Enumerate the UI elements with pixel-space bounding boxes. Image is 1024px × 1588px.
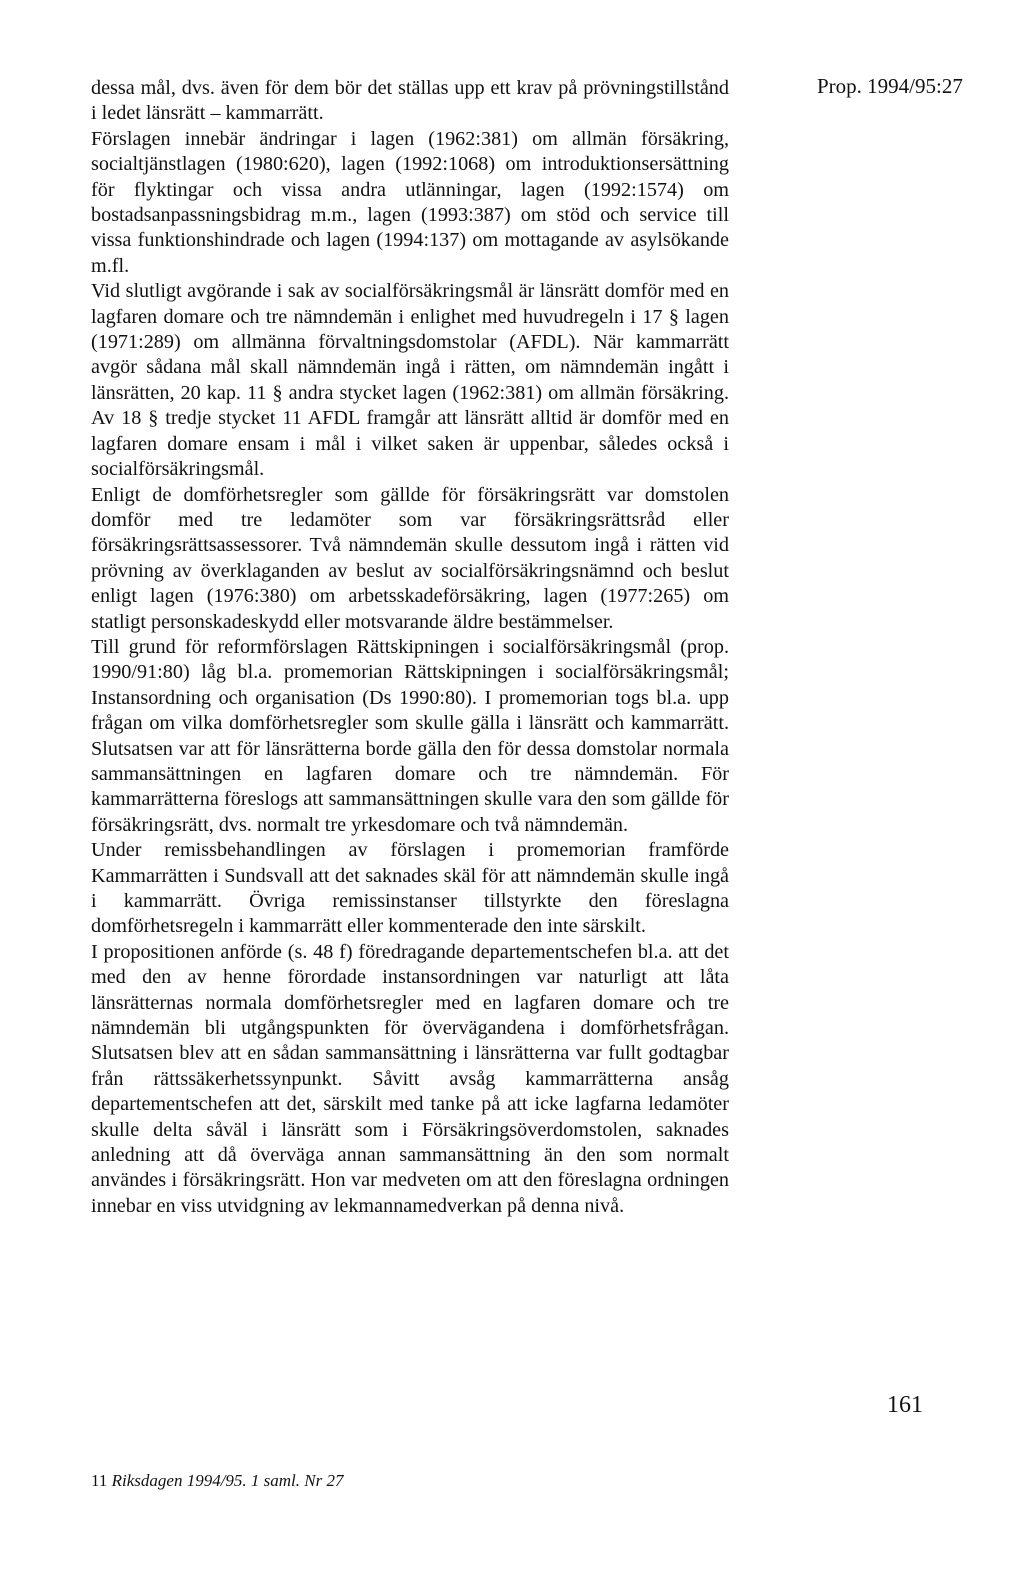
footer bbox=[91, 1471, 343, 1491]
paragraph: Till grund för reformförslagen Rättskipningen i socialförsäkringsmål (prop. 1990/91:80) låg bl.a. promemorian Rättskipningen i socialförsäkringsmål; Instansordning och organisation (Ds 1990:80). I promemorian togs bl.a. upp frågan om vilka domförhetsregler som skulle gälla i länsrätt och kammarrätt. Slutsatsen var att för länsrätterna borde gälla den för dessa domstolar normala sammansättningen en lagfaren domare och tre nämndemän. För kammarrätterna föreslogs att sammansättningen skulle vara den som gällde för försäkringsrätt, dvs. normalt tre yrkesdomare och två nämndemän. bbox=[91, 635, 729, 836]
paragraph: Enligt de domförhetsregler som gällde för försäkringsrätt var domstolen domför med tre ledamöter som var försäkringsrättsråd eller försäkringsrättsassessorer. Två nämndemän skulle dessutom ingå i rätten vid prövning av överklaganden av beslut av socialförsäkringsnämnd och beslut enligt lagen (1976:380) om arbetsskadeförsäkring, lagen (1977:265) om statligt personskadeskydd eller motsvarande äldre bestämmelser. bbox=[91, 483, 729, 633]
paragraph: Under remissbehandlingen av förslagen i promemorian framförde Kammarrätten i Sundsvall att det saknades skäl för att nämndemän skulle ingå i kammarrätt. Övriga remissinstanser tillstyrkte den föreslagna domförhetsregeln i kammarrätt eller kommenterade den inte särskilt. bbox=[91, 839, 729, 938]
paragraph: dessa mål, dvs. även för dem bör det ställas upp ett krav på prövningstillstånd i ledet länsrätt – kammarrätt. bbox=[91, 77, 729, 125]
body-text bbox=[91, 76, 729, 1219]
proposition-reference: Prop. 1994/95:27 bbox=[817, 74, 963, 98]
footer-publication: Riksdagen 1994/95. 1 saml. Nr 27 bbox=[111, 1471, 344, 1490]
paragraph: Vid slutligt avgörande i sak av socialförsäkringsmål är länsrätt domför med en lagfaren domare och tre nämndemän i enlighet med huvudregeln i 17 § lagen (1971:289) om allmänna förvaltningsdomstolar (AFDL). När kammarrätt avgör sådana mål skall nämndemän ingå i rätten, om nämndemän ingått i länsrätten, 20 kap. 11 § andra stycket lagen (1962:381) om allmän försäkring. Av 18 § tredje stycket 11 AFDL framgår att länsrätt alltid är domför med en lagfaren domare ensam i mål i vilket saken är uppenbar, således också i socialförsäkringsmål. bbox=[91, 280, 729, 481]
page-number: 161 bbox=[887, 1392, 923, 1418]
paragraph: I propositionen anförde (s. 48 f) föredragande departementschefen bl.a. att det med den av henne förordade instansordningen var naturligt att låta länsrätternas normala domförhetsregler med en lagfaren domare och tre nämndemän bli utgångspunkten för övervägandena i domförhetsfrågan. Slutsatsen blev att en sådan sammansättning i länsrätterna var fullt godtagbar från rättssäkerhetssynpunkt. Såvitt avsåg kammarrätterna ansåg departementschefen att det, särskilt med tanke på att icke lagfarna ledamöter skulle delta såväl i länsrätt som i Försäkringsöverdomstolen, saknades anledning att då överväga annan sammansättning än den som normalt användes i försäkringsrätt. Hon var medveten om att den föreslagna ordningen innebar en viss utvidgning av lekmannamedverkan på denna nivå. bbox=[91, 940, 729, 1217]
footer-sheet-number: 11 bbox=[91, 1471, 108, 1490]
paragraph: Förslagen innebär ändringar i lagen (1962:381) om allmän försäkring, socialtjänstlagen (1980:620), lagen (1992:1068) om introduktionsersättning för flyktingar och vissa andra utlänningar, lagen (1992:1574) om bostadsanpassningsbidrag m.m., lagen (1993:387) om stöd och service till vissa funktionshindrade och lagen (1994:137) om mottagande av asylsökande m.fl. bbox=[91, 127, 729, 277]
